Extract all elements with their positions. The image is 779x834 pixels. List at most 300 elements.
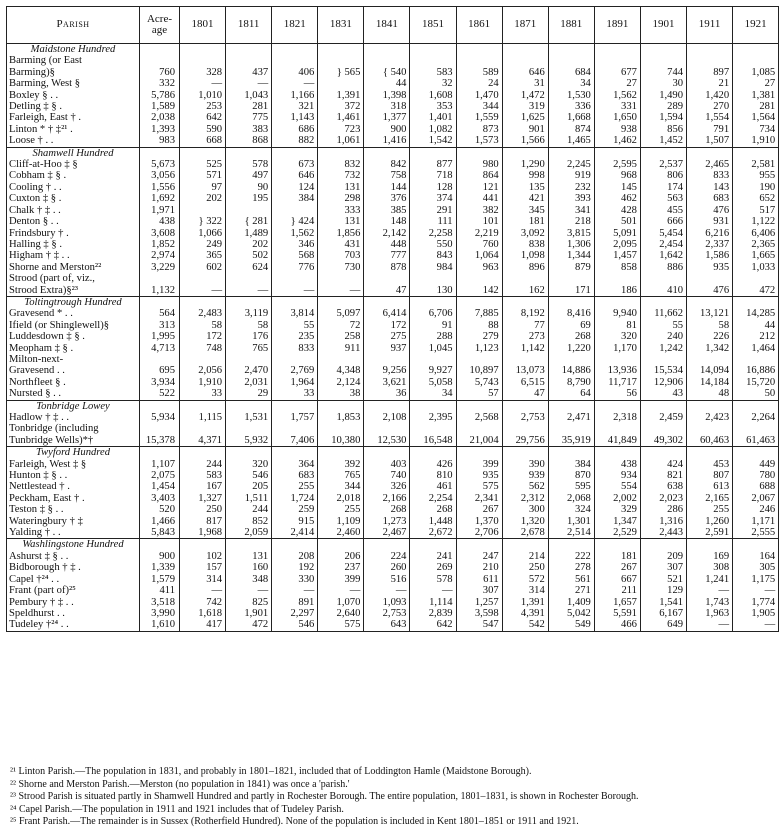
population-cell: 5,091 <box>594 228 640 239</box>
population-cell: 7,406 <box>272 435 318 447</box>
population-cell: 142 <box>456 285 502 297</box>
parish-name: Milton-next- <box>7 354 140 365</box>
population-cell: 642 <box>410 619 456 631</box>
table-row <box>7 159 779 170</box>
acreage-cell: 3,056 <box>140 170 180 181</box>
footnotes <box>10 766 730 829</box>
population-cell: 281 <box>226 101 272 112</box>
hundred-name: Tonbridge Lowey <box>7 400 140 412</box>
table-row <box>7 90 779 101</box>
population-cell: 2,142 <box>364 228 410 239</box>
parish-name: Nursted § . . <box>7 388 140 400</box>
population-cell <box>272 423 318 434</box>
population-cell: 195 <box>226 193 272 204</box>
population-cell: 882 <box>272 135 318 147</box>
population-cell: 935 <box>687 262 733 273</box>
population-cell <box>502 423 548 434</box>
population-cell: 384 <box>272 193 318 204</box>
population-cell: 209 <box>640 551 686 562</box>
population-cell: 21 <box>687 78 733 89</box>
population-cell: 843 <box>410 250 456 261</box>
acreage-cell <box>140 354 180 365</box>
population-cell: 2,483 <box>180 308 226 319</box>
population-cell: 29,756 <box>502 435 548 447</box>
population-cell: 852 <box>226 516 272 527</box>
population-cell: 308 <box>687 562 733 573</box>
population-cell: 143 <box>687 182 733 193</box>
population-cell: 2,018 <box>318 493 364 504</box>
population-cell: 181 <box>502 216 548 227</box>
population-cell: 1,490 <box>640 90 686 101</box>
acreage-cell: 438 <box>140 216 180 227</box>
table-row <box>7 228 779 239</box>
population-cell: 2,341 <box>456 493 502 504</box>
parish-name: Pembury † ‡ . . <box>7 597 140 608</box>
parish-name: Nettlestead † . <box>7 481 140 492</box>
population-cell: 11,717 <box>594 377 640 388</box>
parish-name: Linton * † ‡²¹ . <box>7 124 140 135</box>
population-cell: 897 <box>687 67 733 78</box>
population-cell: 2,264 <box>733 412 779 423</box>
parish-name: Cobham ‡ § . <box>7 170 140 181</box>
population-cell: 931 <box>687 216 733 227</box>
population-cell: 344 <box>318 481 364 492</box>
acreage-cell: 900 <box>140 551 180 562</box>
parish-name: Hunton ‡ § . . <box>7 470 140 481</box>
population-cell: 590 <box>180 124 226 135</box>
table-row <box>7 493 779 504</box>
population-cell: 571 <box>180 170 226 181</box>
acreage-cell <box>140 55 180 66</box>
population-cell: 1,093 <box>364 597 410 608</box>
population-cell: 206 <box>318 551 364 562</box>
population-cell: 1,381 <box>733 90 779 101</box>
population-cell: 102 <box>180 551 226 562</box>
population-cell: — <box>226 585 272 596</box>
population-cell: 1,273 <box>364 516 410 527</box>
hundred-name: Toltingtrough Hundred <box>7 296 140 308</box>
hundred-name: Shamwell Hundred <box>7 147 140 159</box>
population-cell: 393 <box>548 193 594 204</box>
population-cell: — <box>318 285 364 297</box>
population-cell <box>272 205 318 216</box>
header-parish: Parish <box>7 7 140 44</box>
parish-name: Capel †²⁴ . . <box>7 574 140 585</box>
parish-name: Detling ‡ § . <box>7 101 140 112</box>
population-cell: 868 <box>226 135 272 147</box>
population-cell: 374 <box>410 193 456 204</box>
population-cell: 791 <box>687 124 733 135</box>
population-cell: 1,370 <box>456 516 502 527</box>
population-cell: 314 <box>502 585 548 596</box>
population-cell: 2,839 <box>410 608 456 619</box>
parish-name: Teston ‡ § . . <box>7 504 140 515</box>
population-cell: 1,082 <box>410 124 456 135</box>
population-cell: 1,143 <box>272 112 318 123</box>
population-cell: 1,306 <box>548 239 594 250</box>
population-cell: 205 <box>226 481 272 492</box>
population-cell: 2,254 <box>410 493 456 504</box>
acreage-cell: 1,579 <box>140 574 180 585</box>
parish-name: Strood Extra)§²³ <box>7 285 140 297</box>
population-cell: 842 <box>364 159 410 170</box>
parish-name: Loose † . . <box>7 135 140 147</box>
acreage-cell: 332 <box>140 78 180 89</box>
population-cell <box>733 354 779 365</box>
population-cell: 646 <box>272 170 318 181</box>
population-cell: 55 <box>640 320 686 331</box>
population-cell: 235 <box>272 331 318 342</box>
population-cell: 307 <box>456 585 502 596</box>
population-cell: 208 <box>272 551 318 562</box>
population-cell: 64 <box>548 388 594 400</box>
population-cell: 554 <box>594 481 640 492</box>
population-cell: 1,511 <box>226 493 272 504</box>
parish-name: Ifield (or Shinglewell)§ <box>7 320 140 331</box>
population-cell: 1,461 <box>318 112 364 123</box>
population-cell: 939 <box>502 470 548 481</box>
population-cell <box>502 354 548 365</box>
population-cell: 328 <box>180 67 226 78</box>
population-cell: 270 <box>687 101 733 112</box>
population-cell: 2,312 <box>502 493 548 504</box>
population-cell: 718 <box>410 170 456 181</box>
parish-name: Northfleet § . <box>7 377 140 388</box>
population-cell: 1,452 <box>640 135 686 147</box>
population-cell: 167 <box>180 481 226 492</box>
header-year: 1921 <box>733 7 779 44</box>
population-cell: 31 <box>502 78 548 89</box>
table-row <box>7 377 779 388</box>
population-cell: 2,568 <box>456 412 502 423</box>
population-cell: 1,241 <box>687 574 733 585</box>
parish-name: Peckham, East † . <box>7 493 140 504</box>
table-row <box>7 354 779 365</box>
population-cell: 286 <box>640 504 686 515</box>
population-cell: 255 <box>272 481 318 492</box>
population-cell: 383 <box>226 124 272 135</box>
population-cell <box>733 423 779 434</box>
population-cell: 2,537 <box>640 159 686 170</box>
population-cell: 1,465 <box>548 135 594 147</box>
population-cell <box>594 423 640 434</box>
population-cell <box>226 273 272 284</box>
population-cell: 35,919 <box>548 435 594 447</box>
population-cell: 2,555 <box>733 527 779 539</box>
population-cell <box>364 273 410 284</box>
parish-name: Barming (or East <box>7 55 140 66</box>
population-cell: 934 <box>594 470 640 481</box>
table-row <box>7 388 779 400</box>
parish-name: Tudeley †²⁴ . . <box>7 619 140 631</box>
population-cell: 572 <box>502 574 548 585</box>
population-cell: 2,753 <box>364 608 410 619</box>
population-cell: 307 <box>640 562 686 573</box>
population-cell: 472 <box>226 619 272 631</box>
population-cell: 9,256 <box>364 365 410 376</box>
population-cell: 90 <box>226 182 272 193</box>
population-cell: 807 <box>687 470 733 481</box>
population-cell: 250 <box>502 562 548 573</box>
population-cell: 1,170 <box>594 343 640 354</box>
population-cell: 2,459 <box>640 412 686 423</box>
population-cell: 546 <box>272 619 318 631</box>
population-cell: 13,121 <box>687 308 733 319</box>
population-cell: 13,936 <box>594 365 640 376</box>
population-cell: 1,070 <box>318 597 364 608</box>
population-cell: 2,514 <box>548 527 594 539</box>
population-cell: 568 <box>272 250 318 261</box>
population-cell: 131 <box>226 551 272 562</box>
acreage-cell: 15,378 <box>140 435 180 447</box>
population-cell: 1,472 <box>502 90 548 101</box>
population-cell: 461 <box>410 481 456 492</box>
population-cell: 575 <box>318 619 364 631</box>
population-cell: 825 <box>226 597 272 608</box>
population-cell: 688 <box>733 481 779 492</box>
population-cell: 595 <box>548 481 594 492</box>
acreage-cell: 1,589 <box>140 101 180 112</box>
population-cell: 14,094 <box>687 365 733 376</box>
population-cell: 319 <box>502 101 548 112</box>
population-cell: 775 <box>226 112 272 123</box>
population-cell: 305 <box>733 562 779 573</box>
population-cell: 1,416 <box>364 135 410 147</box>
acreage-cell: 1,971 <box>140 205 180 216</box>
population-cell: 275 <box>364 331 410 342</box>
population-cell: 164 <box>733 551 779 562</box>
population-cell: 2,529 <box>594 527 640 539</box>
population-cell: 1,066 <box>180 228 226 239</box>
population-cell: 111 <box>410 216 456 227</box>
population-cell: 399 <box>456 459 502 470</box>
population-cell: 476 <box>687 205 733 216</box>
acreage-cell: 411 <box>140 585 180 596</box>
acreage-cell: 1,132 <box>140 285 180 297</box>
parish-name: Hadlow † ‡ . . <box>7 412 140 423</box>
acreage-cell: 1,692 <box>140 193 180 204</box>
population-cell: 963 <box>456 262 502 273</box>
population-cell: 900 <box>364 124 410 135</box>
population-cell: 3,119 <box>226 308 272 319</box>
population-cell: 744 <box>640 67 686 78</box>
population-cell: 47 <box>502 388 548 400</box>
population-cell: 878 <box>364 262 410 273</box>
population-cell: 4,348 <box>318 365 364 376</box>
population-cell: 437 <box>226 67 272 78</box>
population-cell: 1,573 <box>456 135 502 147</box>
population-cell: 10,897 <box>456 365 502 376</box>
population-cell: 1,665 <box>733 250 779 261</box>
population-cell: — <box>272 585 318 596</box>
population-cell: 2,471 <box>548 412 594 423</box>
population-cell: 583 <box>180 470 226 481</box>
population-cell <box>502 55 548 66</box>
population-cell: 241 <box>410 551 456 562</box>
population-cell <box>364 354 410 365</box>
population-cell: 891 <box>272 597 318 608</box>
population-cell: 124 <box>272 182 318 193</box>
population-cell: 2,318 <box>594 412 640 423</box>
population-cell: 81 <box>594 320 640 331</box>
population-cell: 160 <box>226 562 272 573</box>
population-cell: 858 <box>594 262 640 273</box>
population-cell: 1,115 <box>180 412 226 423</box>
population-cell: 41,849 <box>594 435 640 447</box>
population-cell: 643 <box>364 619 410 631</box>
population-cell: 279 <box>456 331 502 342</box>
acreage-cell <box>140 423 180 434</box>
population-cell: 57 <box>456 388 502 400</box>
population-cell: 27 <box>733 78 779 89</box>
population-cell: 431 <box>318 239 364 250</box>
acreage-cell: 1,556 <box>140 182 180 193</box>
acreage-cell: 313 <box>140 320 180 331</box>
population-cell: 589 <box>456 67 502 78</box>
population-cell <box>410 423 456 434</box>
table-row <box>7 551 779 562</box>
population-cell: 2,595 <box>594 159 640 170</box>
population-cell: — <box>364 585 410 596</box>
population-cell: 2,414 <box>272 527 318 539</box>
population-cell: 955 <box>733 170 779 181</box>
population-cell: 258 <box>318 331 364 342</box>
parish-name: Boxley § . . <box>7 90 140 101</box>
acreage-cell: 522 <box>140 388 180 400</box>
population-cell: 384 <box>548 459 594 470</box>
population-cell: 1,342 <box>687 343 733 354</box>
acreage-cell: 760 <box>140 67 180 78</box>
population-cell: 353 <box>410 101 456 112</box>
table-header <box>7 7 779 44</box>
population-cell: 3,092 <box>502 228 548 239</box>
acreage-cell: 1,107 <box>140 459 180 470</box>
population-cell: 6,216 <box>687 228 733 239</box>
population-cell: 128 <box>410 182 456 193</box>
population-cell: { 540 <box>364 67 410 78</box>
population-cell: 61,463 <box>733 435 779 447</box>
population-cell: } 424 <box>272 216 318 227</box>
population-cell: 333 <box>318 205 364 216</box>
population-cell: 2,581 <box>733 159 779 170</box>
population-cell: 16,886 <box>733 365 779 376</box>
population-cell: 602 <box>180 262 226 273</box>
population-cell: 5,591 <box>594 608 640 619</box>
population-cell: 1,098 <box>502 250 548 261</box>
population-cell: 50 <box>733 388 779 400</box>
population-cell: 6,706 <box>410 308 456 319</box>
population-cell: 121 <box>456 182 502 193</box>
population-cell: 980 <box>456 159 502 170</box>
population-cell: 318 <box>364 101 410 112</box>
population-cell <box>180 423 226 434</box>
population-cell: 546 <box>226 470 272 481</box>
population-cell: 666 <box>640 216 686 227</box>
population-cell: 874 <box>548 124 594 135</box>
population-cell: 298 <box>318 193 364 204</box>
population-cell: 5,454 <box>640 228 686 239</box>
population-cell: 1,853 <box>318 412 364 423</box>
footnote: ²⁵ Frant Parish.—The remainder is in Sussex (Rotherfield Hundred). None of the population is included in Kent 1801–1851 or 1911 and 1921. <box>10 816 579 827</box>
table-row <box>7 527 779 539</box>
population-cell: 833 <box>272 343 318 354</box>
population-cell: 410 <box>640 285 686 297</box>
table-row <box>7 78 779 89</box>
population-cell: 273 <box>502 331 548 342</box>
population-cell: 267 <box>594 562 640 573</box>
population-cell: 1,320 <box>502 516 548 527</box>
population-cell: 14,886 <box>548 365 594 376</box>
population-cell: 255 <box>318 504 364 515</box>
population-cell: 6,515 <box>502 377 548 388</box>
table-row <box>7 250 779 261</box>
table-row <box>7 170 779 181</box>
population-cell: 1,260 <box>687 516 733 527</box>
hundred-name: Maidstone Hundred <box>7 44 140 56</box>
population-cell: 344 <box>456 101 502 112</box>
population-cell: 748 <box>180 343 226 354</box>
population-cell <box>180 273 226 284</box>
table-row <box>7 574 779 585</box>
population-cell: 365 <box>180 250 226 261</box>
population-cell: 267 <box>456 504 502 515</box>
footnote: ²² Shorne and Merston Parish.—Merston (no population in 1841) was once a 'parish.' <box>10 778 350 790</box>
table-row <box>7 262 779 273</box>
hundred-row <box>7 44 779 56</box>
population-cell: 10,380 <box>318 435 364 447</box>
table-row <box>7 101 779 112</box>
parish-name: Cuxton ‡ § . <box>7 193 140 204</box>
population-cell: 15,534 <box>640 365 686 376</box>
population-cell: 2,706 <box>456 527 502 539</box>
population-cell <box>456 55 502 66</box>
population-cell: — <box>272 285 318 297</box>
population-cell: 742 <box>180 597 226 608</box>
population-cell: 2,002 <box>594 493 640 504</box>
table-row <box>7 516 779 527</box>
population-cell: 1,409 <box>548 597 594 608</box>
population-cell: 4,391 <box>502 608 548 619</box>
table-row <box>7 193 779 204</box>
population-cell: 91 <box>410 320 456 331</box>
parish-name: Tunbridge Wells)*† <box>7 435 140 447</box>
population-cell: 15,720 <box>733 377 779 388</box>
table-row <box>7 585 779 596</box>
hundred-row <box>7 447 779 459</box>
parish-name: Frindsbury † . <box>7 228 140 239</box>
population-cell: 1,316 <box>640 516 686 527</box>
population-cell: 192 <box>272 562 318 573</box>
population-cell: 226 <box>687 331 733 342</box>
header-year: 1891 <box>594 7 640 44</box>
hundred-row <box>7 296 779 308</box>
population-cell <box>640 354 686 365</box>
population-cell: 58 <box>226 320 272 331</box>
population-cell: — <box>272 78 318 89</box>
population-cell: 562 <box>502 481 548 492</box>
population-cell: 69 <box>548 320 594 331</box>
population-cell: 6,406 <box>733 228 779 239</box>
population-cell: 8,790 <box>548 377 594 388</box>
population-cell: 1,541 <box>640 597 686 608</box>
population-cell: 6,414 <box>364 308 410 319</box>
population-cell: 1,562 <box>272 228 318 239</box>
acreage-cell: 3,518 <box>140 597 180 608</box>
table-body <box>7 44 779 632</box>
parish-name: Luddesdown ‡ § . <box>7 331 140 342</box>
population-cell: 838 <box>502 239 548 250</box>
population-cell: 2,258 <box>410 228 456 239</box>
